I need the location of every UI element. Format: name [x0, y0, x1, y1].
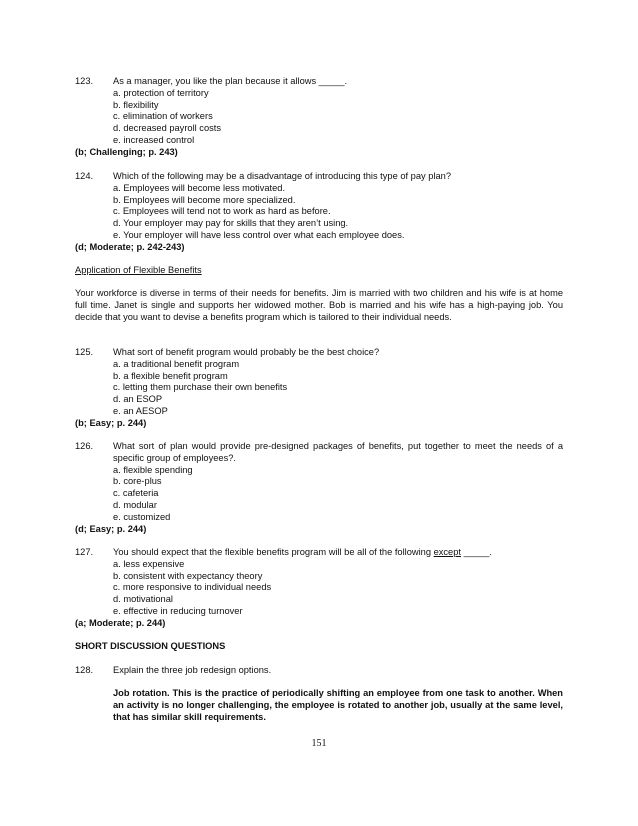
question-124: [75, 171, 563, 254]
option: e. customized: [113, 511, 171, 522]
options-list: [113, 559, 563, 618]
option: d. Your employer may pay for skills that they aren’t using.: [113, 218, 349, 229]
option: b. flexibility: [113, 99, 159, 110]
question-128: [75, 665, 563, 677]
section-heading: Application of Flexible Benefits: [75, 265, 202, 275]
option: c. Employees will tend not to work as hard as before.: [113, 206, 331, 217]
option: a. flexible spending: [113, 464, 193, 475]
scenario-paragraph: Your workforce is diverse in terms of their needs for benefits. Jim is married with two children and his wife is at home full time. Janet is single and supports her widowed mother. Bob is married and his wife has a high-paying job. You decide that you want to devise a benefits program which is tailored to their individual needs.: [75, 288, 563, 322]
question-number: 126.: [75, 441, 94, 451]
answer-key: (b; Easy; p. 244): [75, 417, 147, 428]
option: d. modular: [113, 499, 157, 510]
question-text: As a manager, you like the plan because it allows _____.: [113, 76, 348, 86]
question-127: [75, 547, 563, 630]
answer-key: (b; Challenging; p. 243): [75, 146, 178, 157]
question-text: Explain the three job redesign options.: [113, 665, 272, 675]
page-number: 151: [311, 738, 327, 749]
option: d. an ESOP: [113, 394, 163, 405]
option: b. core-plus: [113, 476, 162, 487]
question-number: 125.: [75, 347, 94, 357]
option: b. consistent with expectancy theory: [113, 570, 263, 581]
option: a. protection of territory: [113, 87, 209, 98]
question-number: 127.: [75, 547, 94, 557]
options-list: [113, 183, 563, 242]
option: a. less expensive: [113, 558, 185, 569]
option: b. a flexible benefit program: [113, 370, 228, 381]
question-123: [75, 76, 563, 159]
option: c. letting them purchase their own benefits: [113, 382, 288, 393]
question-text: [113, 547, 563, 559]
question-125: [75, 347, 563, 430]
option: a. Employees will become less motivated.: [113, 182, 286, 193]
option: e. an AESOP: [113, 405, 168, 416]
option: e. Your employer will have less control over what each employee does.: [113, 229, 405, 240]
option: b. Employees will become more specialized.: [113, 194, 296, 205]
question-126: [75, 441, 563, 535]
option: d. decreased payroll costs: [113, 123, 222, 134]
options-list: [113, 88, 563, 147]
emphasis-except: except: [433, 547, 461, 557]
option: c. elimination of workers: [113, 111, 213, 122]
options-list: [113, 465, 563, 524]
option: d. motivational: [113, 594, 173, 605]
question-text: Which of the following may be a disadvantage of introducing this type of pay plan?: [113, 171, 451, 181]
question-number: 123.: [75, 76, 94, 86]
question-number: 128.: [75, 665, 94, 675]
option: e. effective in reducing turnover: [113, 605, 243, 616]
question-text: What sort of benefit program would probably be the best choice?: [113, 347, 380, 357]
options-list: [113, 359, 563, 418]
short-discussion-heading: SHORT DISCUSSION QUESTIONS: [75, 641, 226, 651]
question-text-part: _____.: [461, 547, 493, 557]
question-number: 124.: [75, 171, 94, 181]
option: a. a traditional benefit program: [113, 358, 240, 369]
question-text: What sort of plan would provide pre-designed packages of benefits, put together to meet the needs of a specific group of employees?.: [113, 441, 563, 463]
answer-key: (d; Moderate; p. 242-243): [75, 241, 185, 252]
answer-paragraph: Job rotation. This is the practice of periodically shifting an employee from one task to another. When an activity is no longer challenging, the employee is rotated to another job, usually at the same level, that has similar skill requirements.: [113, 688, 563, 722]
option: c. more responsive to individual needs: [113, 582, 272, 593]
question-text-part: You should expect that the flexible benefits program will be all of the following: [113, 547, 434, 557]
option: c. cafeteria: [113, 488, 159, 499]
option: e. increased control: [113, 134, 195, 145]
answer-key: (d; Easy; p. 244): [75, 523, 147, 534]
answer-key: (a; Moderate; p. 244): [75, 617, 166, 628]
